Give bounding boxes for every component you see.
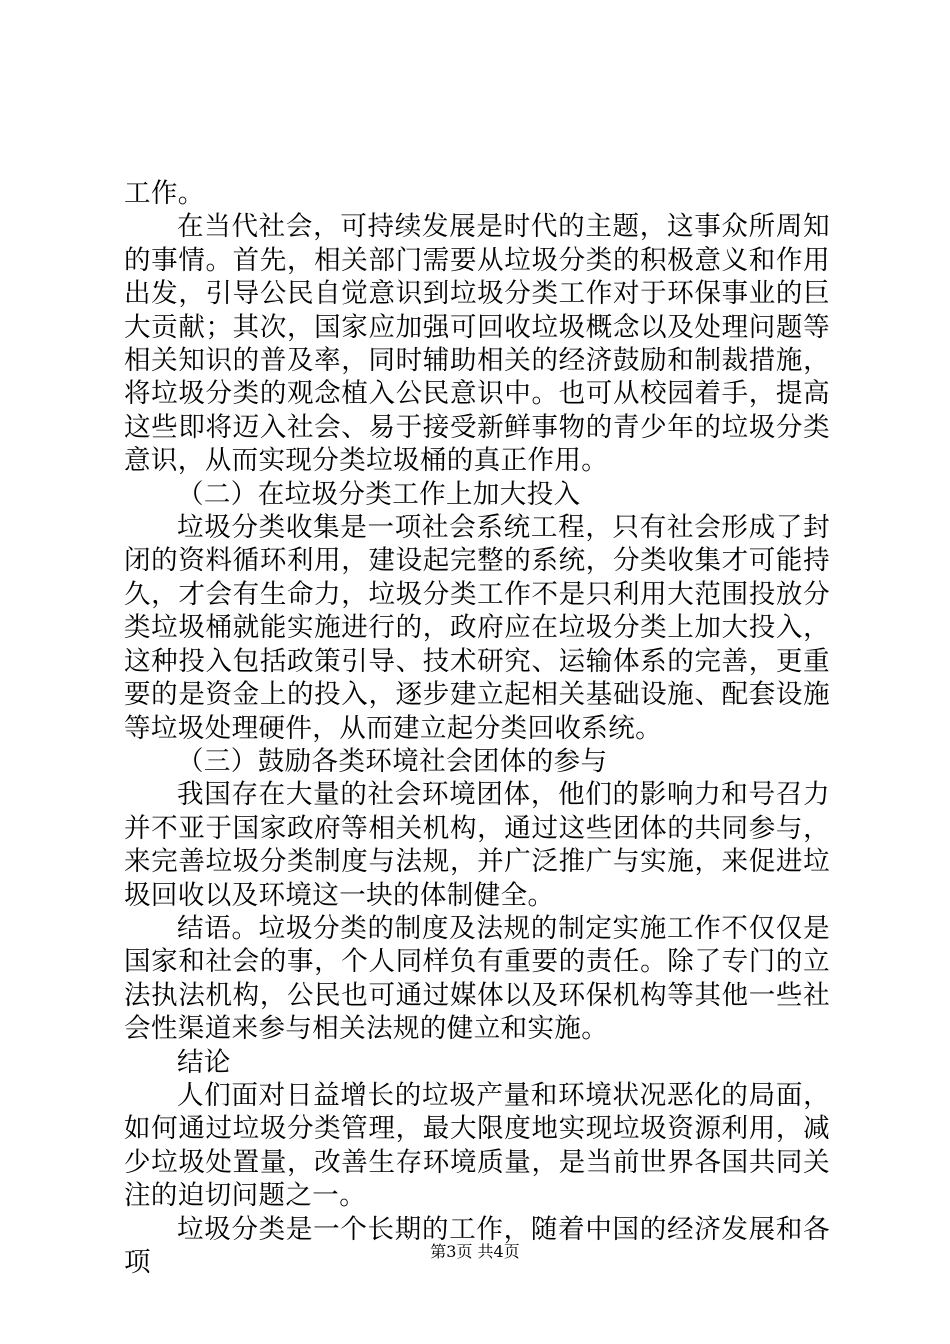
paragraph-conclusion: 人们面对日益增长的垃圾产量和环境状况恶化的局面，如何通过垃圾分类管理，最大限度地实现垃圾资源利用，减少垃圾处置量，改善生存环境质量，是当前世界各国共同关注的迫切问题之一。: [124, 1079, 830, 1212]
section-heading-conclusion: 结论: [177, 1046, 231, 1078]
paragraph-investment: 垃圾分类收集是一项社会系统工程，只有社会形成了封闭的资料循环利用，建设起完整的系统，分类收集才可能持久，才会有生命力，垃圾分类工作不是只利用大范围投放分类垃圾桶就能实施进行的，政府应在垃圾分类上加大投入，这种投入包括政策引导、技术研究、运输体系的完善，更重要的是资金上的投入，逐步建立起相关基础设施、配套设施等垃圾处理硬件，从而建立起分类回收系统。: [124, 512, 830, 744]
paragraph-long-term: 垃圾分类是一个长期的工作，随着中国的经济发展和各项: [124, 1213, 830, 1278]
paragraph-continuation: 工作。: [124, 178, 205, 209]
section-heading-investment: （二）在垃圾分类工作上加大投入: [177, 478, 581, 510]
page-number-footer: 第3页 共4页: [430, 1242, 520, 1261]
paragraph-social-groups: 我国存在大量的社会环境团体，他们的影响力和号召力并不亚于国家政府等相关机构，通过这些团体的共同参与，来完善垃圾分类制度与法规，并广泛推广与实施，来促进垃圾回收以及环境这一块的体制健全。: [124, 779, 830, 911]
document-body: [124, 177, 830, 1279]
paragraph-sustainable-development: 在当代社会，可持续发展是时代的主题，这事众所周知的事情。首先，相关部门需要从垃圾分类的积极意义和作用出发，引导公民自觉意识到垃圾分类工作对于环保事业的巨大贡献；其次，国家应加强可回收垃圾概念以及处理问题等相关知识的普及率，同时辅助相关的经济鼓励和制裁措施，将垃圾分类的观念植入公民意识中。也可从校园着手，提高这些即将迈入社会、易于接受新鲜事物的青少年的垃圾分类意识，从而实现分类垃圾桶的真正作用。: [124, 211, 830, 477]
paragraph-closing-remarks: 结语。垃圾分类的制度及法规的制定实施工作不仅仅是国家和社会的事，个人同样负有重要的责任。除了专门的立法执法机构，公民也可通过媒体以及环保机构等其他一些社会性渠道来参与相关法规的健立和实施。: [124, 912, 830, 1045]
section-heading-social-groups: （三）鼓励各类环境社会团体的参与: [177, 745, 608, 777]
